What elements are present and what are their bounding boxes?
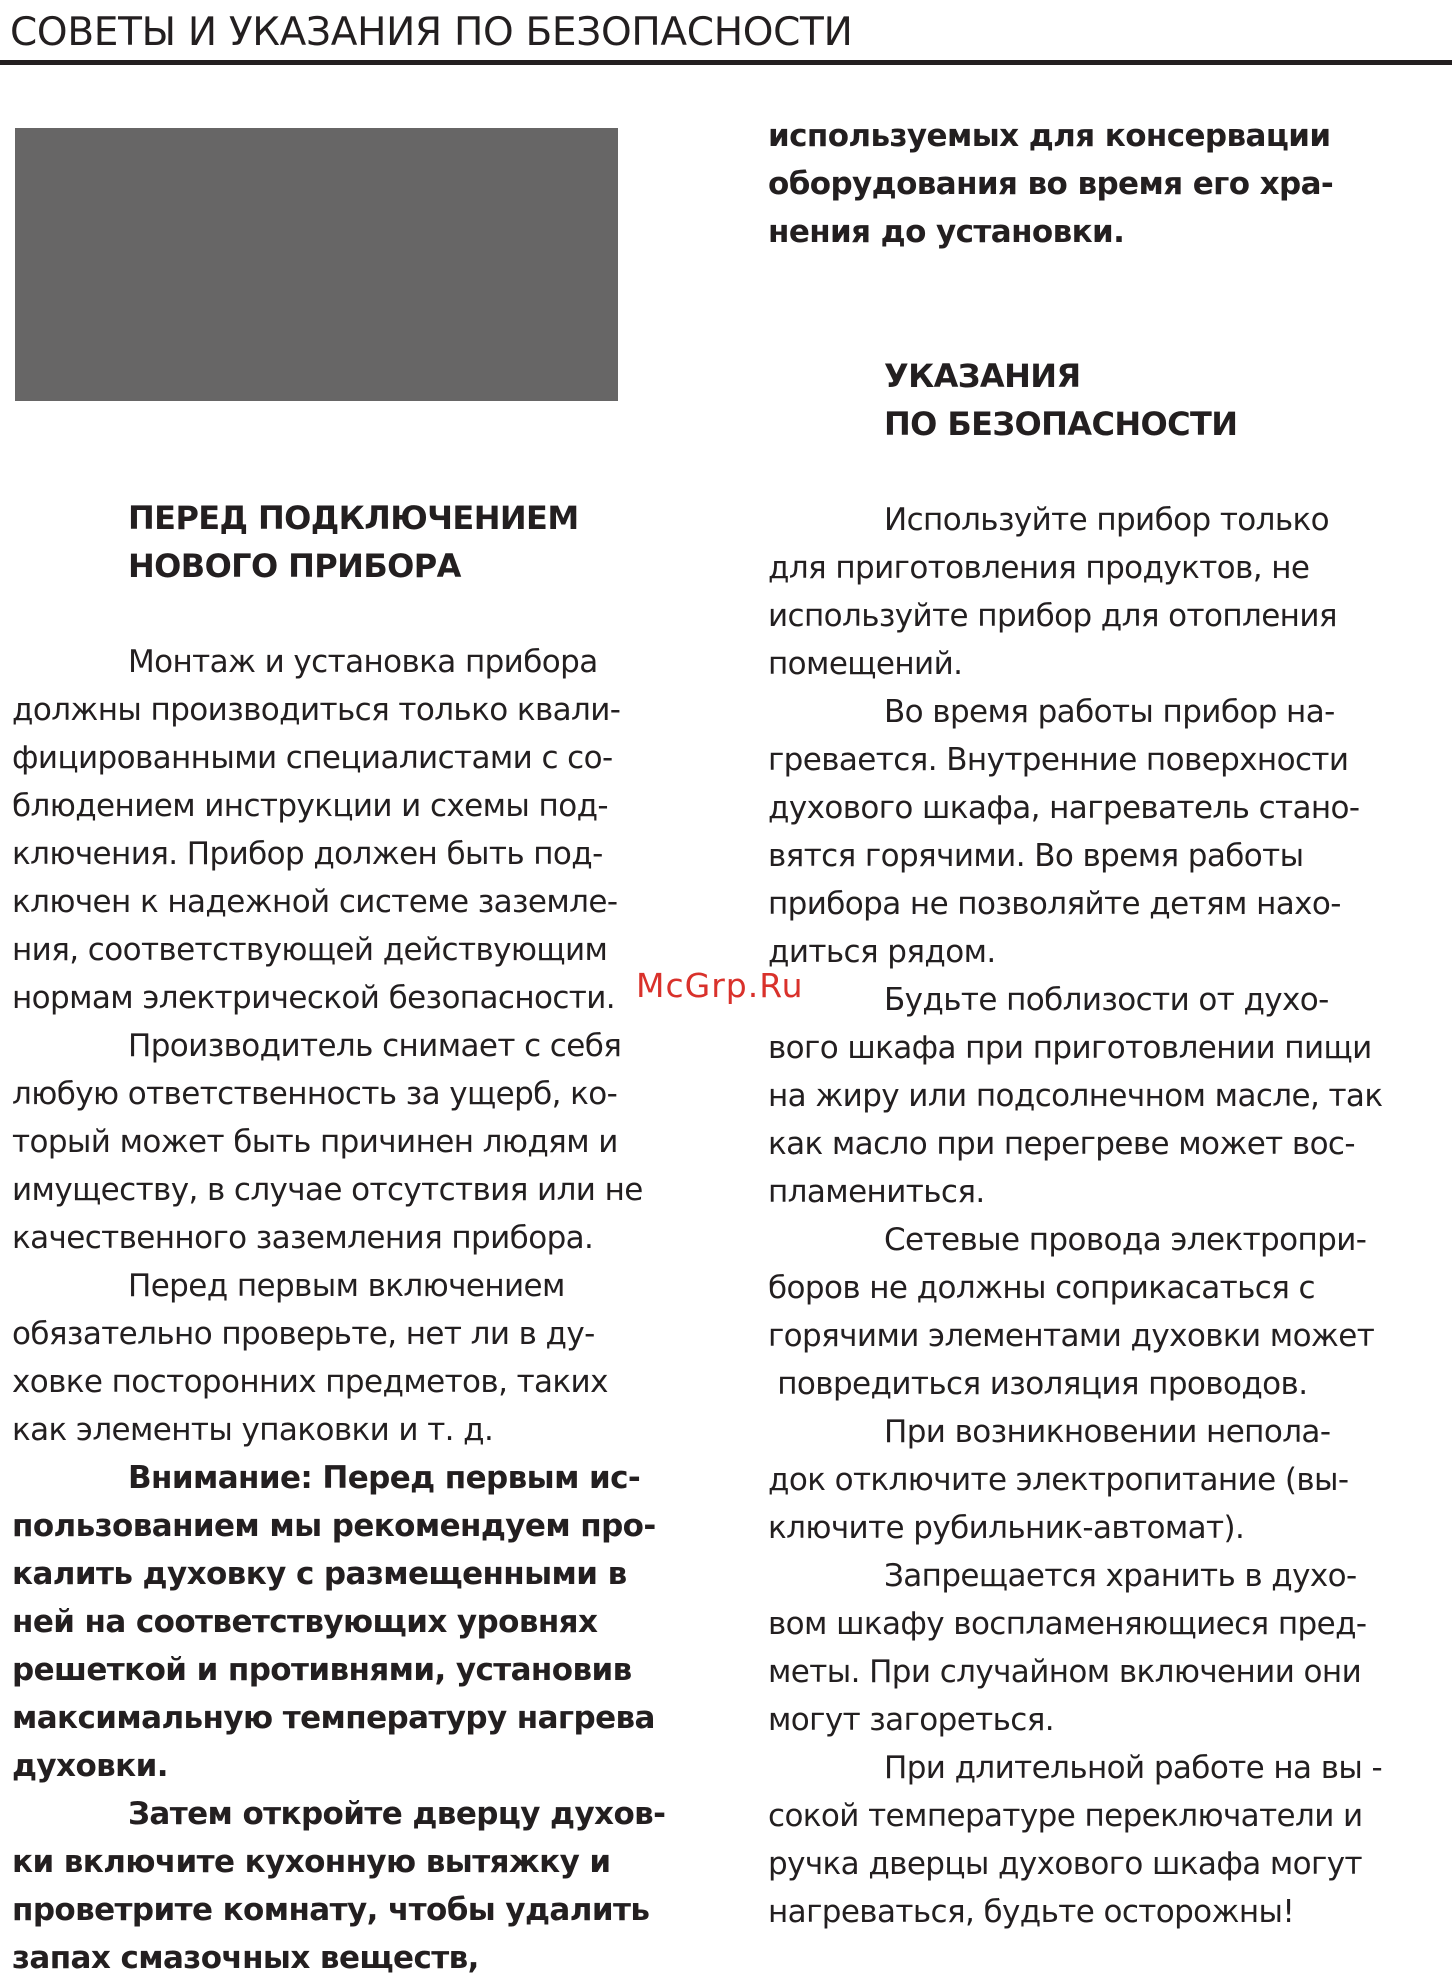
page-title: СОВЕТЫ И УКАЗАНИЯ ПО БЕЗОПАСНОСТИ <box>10 10 853 55</box>
text-line: решеткой и противнями, установив <box>12 1652 632 1688</box>
spacer <box>768 256 1452 352</box>
heading-line: УКАЗАНИЯ <box>884 357 1081 395</box>
text-line: ключите рубильник-автомат). <box>768 1510 1245 1546</box>
text-line: док отключите электропитание (вы- <box>768 1462 1349 1498</box>
text-line: торый может быть причинен людям и <box>12 1124 618 1160</box>
text-line: помещений. <box>768 646 963 682</box>
paragraph-malfunction <box>768 1408 1452 1552</box>
text-line: имуществу, в случае отсутствия или не <box>12 1172 643 1208</box>
text-line: блюдением инструкции и схемы под- <box>12 788 609 824</box>
text-line: Производитель снимает с себя <box>128 1028 622 1064</box>
section-heading-safety <box>884 352 1452 448</box>
text-line: меты. При случайном включении они <box>768 1654 1362 1690</box>
text-line: Используйте прибор только <box>884 502 1330 538</box>
text-line: Сетевые провода электропри- <box>884 1222 1367 1258</box>
paragraph-warning-preheat <box>12 1454 732 1790</box>
text-line: ключен к надежной системе заземле- <box>12 884 618 920</box>
text-line: пользованием мы рекомендуем про- <box>12 1508 656 1544</box>
paragraph-flammable-storage <box>768 1552 1452 1744</box>
header-rule <box>0 60 1452 65</box>
left-column <box>12 494 732 1982</box>
text-line: боров не должны соприкасаться с <box>768 1270 1315 1306</box>
text-line: духовки. <box>12 1748 168 1784</box>
text-line: горячими элементами духовки может <box>768 1318 1375 1354</box>
text-line: диться рядом. <box>768 934 996 970</box>
heading-line: ПЕРЕД ПОДКЛЮЧЕНИЕМ <box>128 499 579 537</box>
text-line: калить духовку с размещенными в <box>12 1556 627 1592</box>
text-line: гревается. Внутренние поверхности <box>768 742 1349 778</box>
text-line: ручка дверцы духового шкафа могут <box>768 1846 1362 1882</box>
paragraph-ventilate <box>12 1790 732 1982</box>
text-line: вом шкафу воспламеняющиеся пред- <box>768 1606 1367 1642</box>
paragraph-hot-surfaces <box>768 688 1452 976</box>
paragraph-power-cords <box>768 1216 1452 1408</box>
text-line: нения до установки. <box>768 214 1125 250</box>
paragraph-oil-fire <box>768 976 1452 1216</box>
text-line: При возникновении непола- <box>884 1414 1331 1450</box>
text-line: сокой температуре переключатели и <box>768 1798 1363 1834</box>
text-line: Затем откройте дверцу духов- <box>128 1796 666 1832</box>
paragraph-liability <box>12 1022 732 1262</box>
paragraph-use-only-cooking <box>768 496 1452 688</box>
text-line: любую ответственность за ущерб, ко- <box>12 1076 618 1112</box>
text-line: ней на соответствующих уровнях <box>12 1604 598 1640</box>
text-line: используйте прибор для отопления <box>768 598 1337 634</box>
text-line: Монтаж и установка прибора <box>128 644 598 680</box>
text-line: прибора не позволяйте детям нахо- <box>768 886 1341 922</box>
section-heading-before-connection <box>128 494 732 590</box>
text-line: могут загореться. <box>768 1702 1055 1738</box>
right-column <box>768 112 1452 1936</box>
text-line: максимальную температуру нагрева <box>12 1700 655 1736</box>
paragraph-hot-controls <box>768 1744 1452 1936</box>
text-line: как элементы упаковки и т. д. <box>12 1412 494 1448</box>
heading-line: НОВОГО ПРИБОРА <box>128 547 461 585</box>
text-line: качественного заземления прибора. <box>12 1220 594 1256</box>
text-line: используемых для консервации <box>768 118 1331 154</box>
text-line: пламениться. <box>768 1174 985 1210</box>
text-line: повредиться изоляция проводов. <box>768 1366 1308 1402</box>
text-line: Запрещается хранить в духо- <box>884 1558 1357 1594</box>
text-line: Перед первым включением <box>128 1268 565 1304</box>
text-line: на жиру или подсолнечном масле, так <box>768 1078 1383 1114</box>
product-photo-placeholder <box>15 128 618 401</box>
text-line: должны производиться только квали- <box>12 692 621 728</box>
paragraph-first-use-check <box>12 1262 732 1454</box>
text-line: Во время работы прибор на- <box>884 694 1335 730</box>
text-line: Внимание: Перед первым ис- <box>128 1460 641 1496</box>
text-line: ховке посторонних предметов, таких <box>12 1364 608 1400</box>
text-line: обязательно проверьте, нет ли в ду- <box>12 1316 595 1352</box>
text-line: вятся горячими. Во время работы <box>768 838 1304 874</box>
page-header <box>0 0 1452 68</box>
heading-line: ПО БЕЗОПАСНОСТИ <box>884 405 1238 443</box>
text-line: При длительной работе на вы - <box>884 1750 1383 1786</box>
paragraph-continuation <box>768 112 1452 256</box>
text-line: оборудования во время его хра- <box>768 166 1334 202</box>
text-line: вого шкафа при приготовлении пищи <box>768 1030 1372 1066</box>
paragraph-installation <box>12 638 732 1022</box>
text-line: запах смазочных веществ, <box>12 1940 479 1976</box>
text-line: проветрите комнату, чтобы удалить <box>12 1892 650 1928</box>
text-line: нормам электрической безопасности. <box>12 980 616 1016</box>
text-line: ключения. Прибор должен быть под- <box>12 836 603 872</box>
text-line: ки включите кухонную вытяжку и <box>12 1844 611 1880</box>
text-line: нагреваться, будьте осторожны! <box>768 1894 1295 1930</box>
text-line: как масло при перегреве может вос- <box>768 1126 1355 1162</box>
watermark-text: McGrp.Ru <box>636 966 804 1005</box>
text-line: духового шкафа, нагреватель стано- <box>768 790 1360 826</box>
text-line: для приготовления продуктов, не <box>768 550 1310 586</box>
text-line: фицированными специалистами с со- <box>12 740 613 776</box>
text-line: Будьте поблизости от духо- <box>884 982 1329 1018</box>
text-line: ния, соответствующей действующим <box>12 932 608 968</box>
